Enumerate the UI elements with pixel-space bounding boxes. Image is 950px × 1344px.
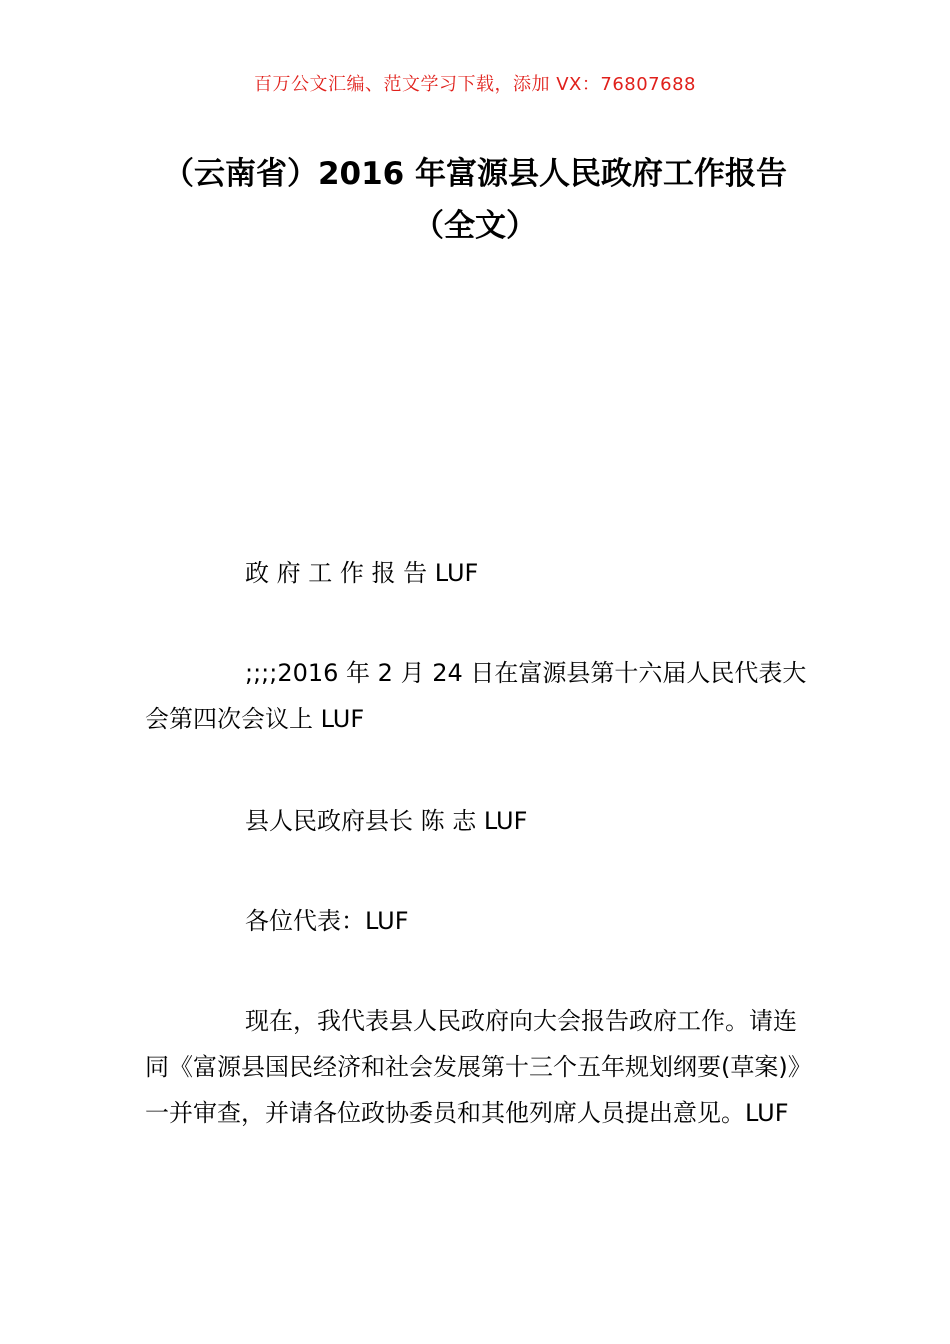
paragraph-report-heading: 政 府 工 作 报 告 LUF [245, 559, 479, 587]
header-promo-note: 百万公文汇编、范文学习下载，添加 VX：76807688 [254, 74, 696, 95]
paragraph-speaker: 县人民政府县长 陈 志 LUF [245, 807, 528, 835]
paragraph-opening: 现在，我代表县人民政府向大会报告政府工作。请连同《富源县国民经济和社会发展第十三个五年规划纲要(草案)》一并审查，并请各位政协委员和其他列席人员提出意见。LUF [145, 1007, 800, 1127]
document-title: （云南省）2016 年富源县人民政府工作报告（全文） [162, 156, 788, 244]
paragraph-meeting-date: ;;;;2016 年 2 月 24 日在富源县第十六届人民代表大会第四次会议上 LUF [145, 659, 807, 733]
paragraph-salutation: 各位代表：LUF [245, 907, 409, 935]
